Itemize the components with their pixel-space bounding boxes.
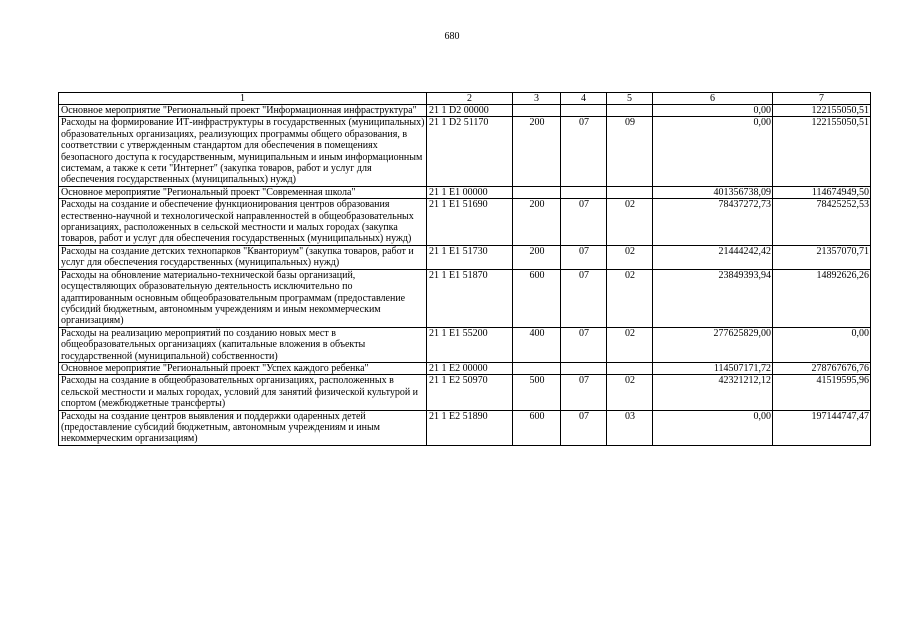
row-code: 21 1 E2 50970 (427, 375, 513, 410)
header-col-6: 6 (653, 93, 773, 105)
row-name: Расходы на создание детских технопарков "Кванториум" (закупка товаров, работ и услуг для обеспечения государственных (муниципальных) нужд) (59, 245, 427, 269)
row-subsection: 03 (607, 410, 653, 445)
row-expense-type: 200 (513, 117, 561, 186)
row-subsection: 02 (607, 269, 653, 327)
row-section: 07 (561, 117, 607, 186)
row-expense-type: 200 (513, 245, 561, 269)
row-code: 21 1 D2 00000 (427, 105, 513, 117)
row-name: Основное мероприятие "Региональный проект "Успех каждого ребенка" (59, 362, 427, 374)
budget-table (58, 92, 871, 446)
header-col-7: 7 (773, 93, 871, 105)
row-amount-col7: 122155050,51 (773, 117, 871, 186)
row-amount-col6: 23849393,94 (653, 269, 773, 327)
row-amount-col7: 14892626,26 (773, 269, 871, 327)
table-row (59, 269, 871, 327)
row-code: 21 1 E1 00000 (427, 186, 513, 198)
row-amount-col6: 401356738,09 (653, 186, 773, 198)
row-section (561, 105, 607, 117)
table-row (59, 117, 871, 186)
row-name: Основное мероприятие "Региональный проект "Современная школа" (59, 186, 427, 198)
row-code: 21 1 E1 51870 (427, 269, 513, 327)
row-subsection: 02 (607, 199, 653, 246)
header-col-4: 4 (561, 93, 607, 105)
header-col-1: 1 (59, 93, 427, 105)
row-amount-col7: 278767676,76 (773, 362, 871, 374)
row-amount-col6: 0,00 (653, 117, 773, 186)
row-name: Расходы на создание в общеобразовательных организациях, расположенных в сельской местности и малых городах, условий для занятий физической культурой и спортом (межбюджетные трансферты) (59, 375, 427, 410)
row-section: 07 (561, 375, 607, 410)
row-amount-col6: 0,00 (653, 410, 773, 445)
row-code: 21 1 E1 51690 (427, 199, 513, 246)
table-row (59, 375, 871, 410)
row-expense-type: 600 (513, 269, 561, 327)
row-amount-col7: 122155050,51 (773, 105, 871, 117)
row-amount-col7: 41519595,96 (773, 375, 871, 410)
row-code: 21 1 E1 51730 (427, 245, 513, 269)
table-row (59, 362, 871, 374)
row-amount-col7: 0,00 (773, 327, 871, 362)
row-subsection (607, 362, 653, 374)
row-section: 07 (561, 245, 607, 269)
row-code: 21 1 E2 51890 (427, 410, 513, 445)
row-section: 07 (561, 199, 607, 246)
row-code: 21 1 E1 55200 (427, 327, 513, 362)
row-subsection (607, 186, 653, 198)
row-subsection: 02 (607, 327, 653, 362)
table-row (59, 199, 871, 246)
table-row (59, 327, 871, 362)
row-section: 07 (561, 327, 607, 362)
header-col-3: 3 (513, 93, 561, 105)
table-row (59, 105, 871, 117)
row-section: 07 (561, 410, 607, 445)
row-expense-type: 200 (513, 199, 561, 246)
row-amount-col7: 78425252,53 (773, 199, 871, 246)
row-amount-col6: 21444242,42 (653, 245, 773, 269)
row-amount-col6: 0,00 (653, 105, 773, 117)
row-name: Расходы на создание центров выявления и поддержки одаренных детей (предоставление субсидий бюджетным, автономным учреждениям и иным некоммерческим организациям) (59, 410, 427, 445)
row-subsection: 09 (607, 117, 653, 186)
table-row (59, 245, 871, 269)
row-expense-type: 600 (513, 410, 561, 445)
table-row (59, 410, 871, 445)
row-expense-type: 500 (513, 375, 561, 410)
row-amount-col6: 78437272,73 (653, 199, 773, 246)
page-number: 680 (444, 31, 460, 42)
row-amount-col6: 42321212,12 (653, 375, 773, 410)
row-code: 21 1 E2 00000 (427, 362, 513, 374)
row-amount-col7: 114674949,50 (773, 186, 871, 198)
row-expense-type (513, 362, 561, 374)
row-expense-type (513, 186, 561, 198)
row-expense-type: 400 (513, 327, 561, 362)
row-code: 21 1 D2 51170 (427, 117, 513, 186)
row-amount-col6: 114507171,72 (653, 362, 773, 374)
row-name: Расходы на создание и обеспечение функционирования центров образования естественно-научной и технологической направленностей в общеобразовательных организациях, расположенных в сельской местности и малых городах (закупка товаров, работ и услуг для обеспечения государственных (муниципальных) нужд) (59, 199, 427, 246)
row-name: Расходы на реализацию мероприятий по созданию новых мест в общеобразовательных организациях (капитальные вложения в объекты государственной (муниципальной) собственности) (59, 327, 427, 362)
table-header (59, 93, 871, 105)
row-section (561, 186, 607, 198)
table-row (59, 186, 871, 198)
row-section (561, 362, 607, 374)
table-body (59, 105, 871, 446)
header-col-5: 5 (607, 93, 653, 105)
row-subsection: 02 (607, 245, 653, 269)
row-section: 07 (561, 269, 607, 327)
row-subsection (607, 105, 653, 117)
row-amount-col7: 21357070,71 (773, 245, 871, 269)
row-name: Основное мероприятие "Региональный проект "Информационная инфраструктура" (59, 105, 427, 117)
row-expense-type (513, 105, 561, 117)
row-name: Расходы на формирование ИТ-инфраструктуры в государственных (муниципальных) образовательных организациях, реализующих программы общего образования, в соответствии с утвержденным стандартом для обеспечения в помещениях безопасного доступа к государственным, муниципальным и иным информационным системам, а также к сети "Интернет" (закупка товаров, работ и услуг для обеспечения государственных (муниципальных) нужд) (59, 117, 427, 186)
row-amount-col7: 197144747,47 (773, 410, 871, 445)
row-subsection: 02 (607, 375, 653, 410)
row-amount-col6: 277625829,00 (653, 327, 773, 362)
header-col-2: 2 (427, 93, 513, 105)
row-name: Расходы на обновление материально-технической базы организаций, осуществляющих образовательную деятельность исключительно по адаптированным основным общеобразовательным программам (предоставление субсидий бюджетным, автономным учреждениям и иным некоммерческим организациям) (59, 269, 427, 327)
header-row (59, 93, 871, 105)
